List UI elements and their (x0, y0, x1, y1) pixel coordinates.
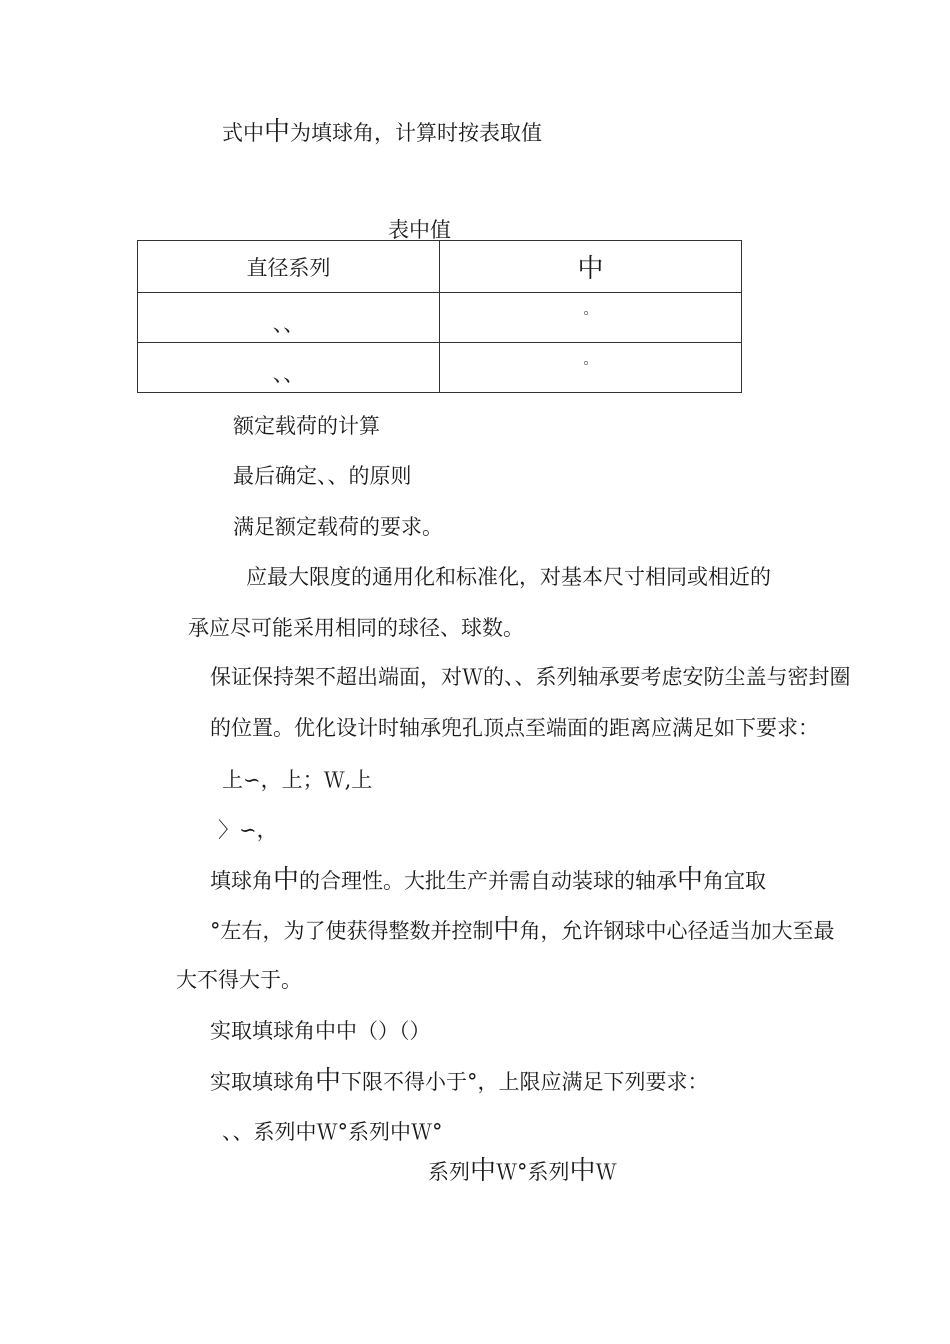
text-segment: 角，允许钢球中心径适当加大至最 (519, 919, 835, 943)
phi-symbol: 中 (264, 117, 291, 147)
phi-symbol: 中 (677, 865, 704, 895)
row-series-value: 、、 (272, 312, 305, 336)
text-segment: 系列 (428, 1160, 470, 1184)
table-caption: 表中值 (388, 218, 451, 242)
intro-suffix: 为填球角，计算时按表取值 (290, 121, 543, 145)
text-segment: 的合理性。大批生产并需自动装球的轴承 (299, 869, 678, 893)
text-segment: Ｗ°系列 (496, 1160, 570, 1184)
row-series-cell (138, 293, 440, 343)
header-series-cell (138, 241, 440, 293)
text-line: 应最大限度的通用化和标准化，对基本尺寸相同或相近的 (246, 565, 771, 589)
phi-symbol: 中 (315, 1066, 342, 1096)
intro-line (222, 117, 543, 147)
text-line (210, 865, 767, 895)
table-header-row (138, 241, 742, 293)
phi-symbol: 中 (470, 1156, 497, 1186)
text-segment: °左右，为了使获得整数并控制 (210, 919, 494, 943)
text-line: 实取填球角中中（）（） (210, 1019, 431, 1043)
header-phi: 中 (577, 254, 604, 284)
fill-angle-table (137, 240, 742, 393)
text-line: 承应尽可能采用相同的球径、球数。 (188, 616, 524, 640)
formula-line: 上∽，上；Ｗ,上 (222, 768, 373, 792)
text-segment: 角宜取 (703, 869, 767, 893)
text-line: 保证保持架不超出端面，对Ｗ的、、系列轴承要考虑安防尘盖与密封圈 (210, 665, 851, 689)
text-segment: 下限不得小于°，上限应满足下列要求： (341, 1070, 709, 1094)
intro-prefix: 式中 (222, 121, 264, 145)
text-line (210, 915, 835, 945)
text-line: 的位置。优化设计时轴承兜孔顶点至端面的距离应满足如下要求： (210, 716, 819, 740)
text-line: 最后确定、、的原则 (233, 464, 412, 488)
formula-line: 〉∽， (218, 818, 278, 842)
formula-line (428, 1156, 617, 1186)
row-series-value: 、、 (272, 362, 305, 386)
row-phi-value: 。 (583, 302, 598, 318)
table-row (138, 343, 742, 393)
phi-symbol: 中 (273, 865, 300, 895)
text-line: 大不得大于。 (176, 968, 302, 992)
text-segment: Ｗ (595, 1160, 617, 1184)
text-segment: 实取填球角 (210, 1070, 315, 1094)
text-line (210, 1066, 709, 1096)
row-phi-cell (440, 293, 742, 343)
row-phi-value: 。 (583, 352, 598, 368)
row-series-cell (138, 343, 440, 393)
header-phi-cell (440, 241, 742, 293)
formula-line: 、、系列中Ｗ°系列中Ｗ° (222, 1120, 443, 1144)
table-row (138, 293, 742, 343)
text-line: 额定载荷的计算 (233, 414, 380, 438)
phi-symbol: 中 (569, 1156, 596, 1186)
text-line: 满足额定载荷的要求。 (233, 515, 443, 539)
phi-symbol: 中 (493, 915, 520, 945)
header-series: 直径系列 (246, 255, 331, 280)
row-phi-cell (440, 343, 742, 393)
text-segment: 填球角 (210, 869, 273, 893)
